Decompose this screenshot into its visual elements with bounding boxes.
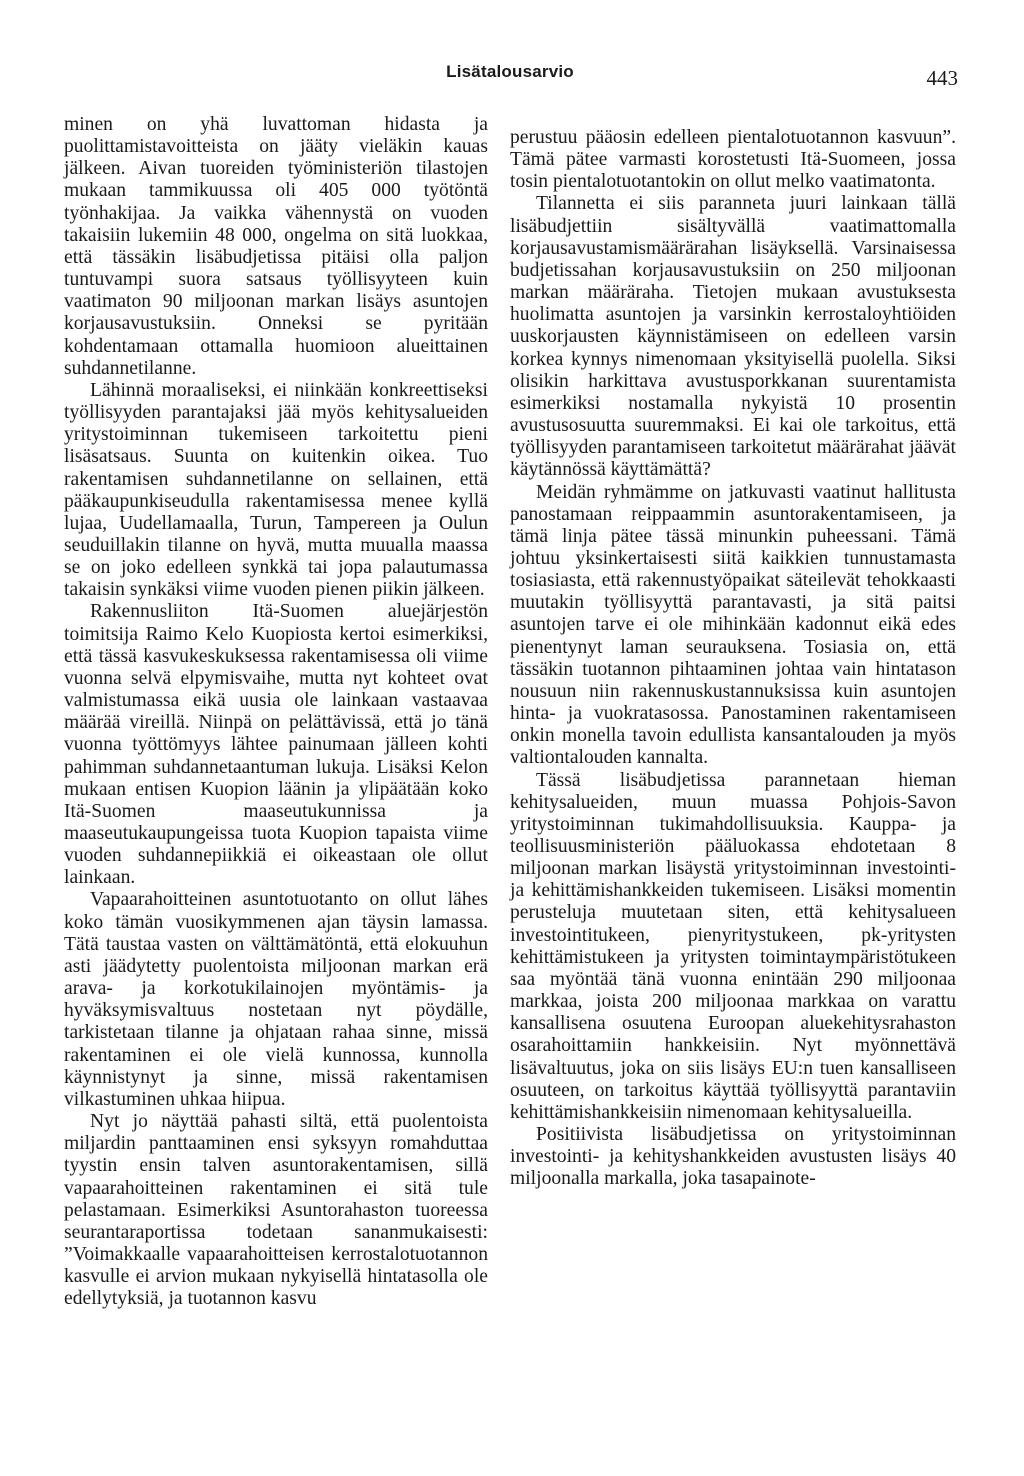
- paragraph: Tilannetta ei siis paranneta juuri lainkaan tällä lisäbudjettiin sisältyvällä vaatimattomalla korjausavustamismäärärahan lisäyksellä. Varsinaisessa budjetissahan korjausavustuksiin on 250 miljoonan markan määräraha. Tietojen mukaan avustuksesta huolimatta asuntojen ja varsinkin kerrostaloyhtiöiden uuskorjausten käynnistämiseen on edelleen varsin korkea kynnys nimenomaan yksityisellä puolella. Siksi olisikin harkittava avustusporkkanan suurentamista esimerkiksi nostamalla nykyistä 10 prosentin avustusosuutta suuremmaksi. Ei kai ole tarkoitus, että työllisyyden parantamiseen tarkoitetut määrärahat jäävät käytännössä käyttämättä?: [510, 193, 956, 481]
- paragraph: perustuu pääosin edelleen pientalotuotannon kasvuun”. Tämä pätee varmasti korostetusti Itä-Suomeen, jossa tosin pientalotuotantokin on ollut melko vaatimatonta.: [510, 127, 956, 193]
- paragraph: Tässä lisäbudjetissa parannetaan hieman kehitysalueiden, muun muassa Pohjois-Savon yritystoiminnan tukimahdollisuuksia. Kauppa- ja teollisuusministeriön pääluokassa ehdotetaan 8 miljoonan markan lisäystä yritystoiminnan investointi- ja kehittämishankkeiden tukemiseen. Lisäksi momentin perusteluja muutetaan siten, että kehitysalueen investointitukeen, pienyritystukeen, pk-yritysten kehittämistukeen ja yritysten toimintaympäristötukeen saa myöntää tänä vuonna enintään 290 miljoonaa markkaa, joista 200 miljoonaa markkaa on varattu kansallisena osuutena Euroopan aluekehitysrahaston osarahoittamiin hankkeisiin. Nyt myönnettävä lisävaltuutus, joka on siis lisäys EU:n tuen kansalliseen osuuteen, on tarkoitus käyttää työllisyyttä parantaviin kehittämishankkeisiin nimenomaan kehitysalueilla.: [510, 769, 956, 1123]
- paragraph: Vapaarahoitteinen asuntotuotanto on ollut lähes koko tämän vuosikymmenen ajan täysin lamassa. Tätä taustaa vasten on välttämätöntä, että elokuuhun asti jäädytetty puolentoista miljoonan markan erä arava- ja korkotukilainojen myöntämis- ja hyväksymisvaltuus nostetaan nyt pöydälle, tarkistetaan tilanne ja ohjataan rahaa sinne, missä rakentaminen ei ole vielä kunnossa, kunnolla käynnistynyt ja sinne, missä rakentamisen vilkastuminen uhkaa hiipua.: [64, 889, 488, 1110]
- paragraph: Positiivista lisäbudjetissa on yritystoiminnan investointi- ja kehityshankkeiden avustusten lisäys 40 miljoonalla markalla, joka tasapainote-: [510, 1124, 956, 1190]
- page-number: 443: [926, 66, 958, 90]
- paragraph: Meidän ryhmämme on jatkuvasti vaatinut hallitusta panostamaan reippaammin asuntorakentamiseen, ja tämä linja pätee tässä minunkin puheessani. Tämä johtuu yksinkertaisesti siitä kaikkien tunnustamasta tosiasiasta, että rakennustyöpaikat säteilevät tehokkaasti muutakin työllisyyttä parantavasti, ja sitä paitsi asuntojen tarve ei ole mihinkään kadonnut eikä edes pienentynyt laman seurauksena. Tosiasia on, että tässäkin tuotannon pihtaaminen johtaa vain hintatason nousuun niin rakennuskustannuksissa kuin asuntojen hinta- ja vuokratasossa. Panostaminen rakentamiseen onkin monella tavoin edullista kansantalouden ja myös valtiontalouden kannalta.: [510, 481, 956, 769]
- right-column: [510, 127, 956, 1191]
- paragraph: minen on yhä luvattoman hidasta ja puolittamistavoitteista on jääty vieläkin kauas jälkeen. Aivan tuoreiden työministeriön tilastojen mukaan tammikuussa oli 405 000 työtöntä työnhakijaa. Ja vaikka vähennystä on vuoden takaisiin lukemiin 48 000, ongelma on sitä luokkaa, että tässäkin lisäbudjetissa pitäisi olla paljon tuntuvampi suora satsaus työllisyyteen kuin vaatimaton 90 miljoonan markan lisäys asuntojen korjausavustuksiin. Onneksi se pyritään kohdentamaan ottamalla huomioon alueittainen suhdannetilanne.: [64, 114, 488, 379]
- paragraph: Nyt jo näyttää pahasti siltä, että puolentoista miljardin panttaaminen ensi syksyyn romahduttaa tyystin ensin talven asuntorakentamisen, sillä vapaarahoitteinen rakentaminen ei sitä tule pelastamaan. Esimerkiksi Asuntorahaston tuoreessa seurantaraportissa todetaan sananmukaisesti: ”Voimakkaalle vapaarahoitteisen kerrostalotuotannon kasvulle ei arvion mukaan nykyisellä hintatasolla ole edellytyksiä, ja tuotannon kasvu: [64, 1111, 488, 1310]
- running-header-title: Lisätalousarvio: [446, 62, 574, 81]
- left-column: [64, 114, 488, 1310]
- paragraph: Rakennusliiton Itä-Suomen aluejärjestön toimitsija Raimo Kelo Kuopiosta kertoi esimerkiksi, että tässä kasvukeskuksessa rakentamisessa oli viime vuonna selvä elpymisvaihe, mutta nyt kohteet ovat valmistumassa eikä uusia ole lainkaan vastaavaa määrää vireillä. Niinpä on pelättävissä, että jo tänä vuonna työttömyys lähtee painumaan jälleen kohti pahimman suhdannetaantuman lukuja. Lisäksi Kelon mukaan entisen Kuopion läänin ja ylipäätään koko Itä-Suomen maaseutukunnissa ja maaseutukaupungeissa tuota Kuopion tapaista viime vuoden suhdannepiikkiä ei oikeastaan ole ollut lainkaan.: [64, 601, 488, 889]
- paragraph: Lähinnä moraaliseksi, ei niinkään konkreettiseksi työllisyyden parantajaksi jää myös kehitysalueiden yritystoiminnan tukemiseen tarkoitettu pieni lisäsatsaus. Suunta on kuitenkin oikea. Tuo rakentamisen suhdannetilanne on sellainen, että pääkaupunkiseudulla rakentamisessa menee kyllä lujaa, Uudellamaalla, Turun, Tampereen ja Oulun seuduillakin tilanne on hyvä, mutta muualla maassa se on joko edelleen synkkä tai jopa palautumassa takaisin synkäksi viime vuoden pienen piikin jälkeen.: [64, 379, 488, 601]
